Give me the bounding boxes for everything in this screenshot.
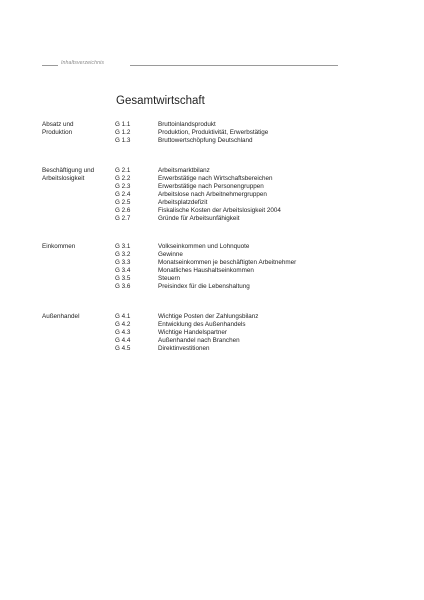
toc-entry-title: Arbeitsmarktbilanz xyxy=(158,167,210,174)
toc-entry[interactable] xyxy=(115,275,296,283)
header-label: Inhaltsverzeichnis xyxy=(61,60,105,66)
toc-entries xyxy=(115,121,268,145)
toc-entry[interactable] xyxy=(115,167,281,175)
section-category xyxy=(42,167,112,183)
toc-entry-title: Entwicklung des Außenhandels xyxy=(158,321,246,328)
toc-entry-code: G 4.5 xyxy=(115,345,131,352)
page-title: Gesamtwirtschaft xyxy=(116,95,205,107)
toc-entry[interactable] xyxy=(115,215,281,223)
toc-entry[interactable] xyxy=(115,283,296,291)
toc-entry-code: G 2.3 xyxy=(115,183,131,190)
section-category xyxy=(42,243,112,251)
toc-entry-code: G 1.3 xyxy=(115,137,131,144)
toc-entries xyxy=(115,243,296,291)
toc-entry-code: G 2.6 xyxy=(115,207,131,214)
section-category-line: Arbeitslosigkeit xyxy=(42,175,85,182)
toc-entry[interactable] xyxy=(115,337,258,345)
toc-entry-title: Preisindex für die Lebenshaltung xyxy=(158,283,250,290)
toc-entry-title: Arbeitslose nach Arbeitnehmergruppen xyxy=(158,191,267,198)
toc-entry[interactable] xyxy=(115,329,258,337)
toc-entry-code: G 2.7 xyxy=(115,215,131,222)
toc-entry-code: G 1.2 xyxy=(115,129,131,136)
running-header xyxy=(42,60,338,70)
section-category-line: Beschäftigung und xyxy=(42,167,95,174)
toc-entry-title: Volkseinkommen und Lohnquote xyxy=(158,243,250,250)
section-category-line: Außenhandel xyxy=(42,313,80,320)
toc-entry-title: Fiskalische Kosten der Arbeitslosigkeit 2004 xyxy=(158,207,281,214)
toc-entry-title: Gewinne xyxy=(158,251,183,258)
toc-entry-code: G 2.2 xyxy=(115,175,131,182)
toc-entry-code: G 4.1 xyxy=(115,313,131,320)
toc-entry-code: G 2.5 xyxy=(115,199,131,206)
toc-entry-code: G 3.5 xyxy=(115,275,131,282)
toc-entry-title: Außenhandel nach Branchen xyxy=(158,337,240,344)
toc-entry-code: G 4.4 xyxy=(115,337,131,344)
toc-entry-title: Bruttowertschöpfung Deutschland xyxy=(158,137,253,144)
toc-entry-code: G 3.4 xyxy=(115,267,131,274)
toc-entry-title: Produktion, Produktivität, Erwerbstätige xyxy=(158,129,269,136)
toc-entry[interactable] xyxy=(115,191,281,199)
section-category-line: Produktion xyxy=(42,129,73,136)
toc-entry-code: G 4.3 xyxy=(115,329,131,336)
toc-entry[interactable] xyxy=(115,129,268,137)
section-category xyxy=(42,313,112,321)
toc-entry-title: Erwerbstätige nach Wirtschaftsbereichen xyxy=(158,175,273,182)
toc-entry[interactable] xyxy=(115,175,281,183)
toc-entry-title: Wichtige Posten der Zahlungsbilanz xyxy=(158,313,259,320)
section-category-line: Absatz und xyxy=(42,121,74,128)
toc-entry[interactable] xyxy=(115,243,296,251)
section-category xyxy=(42,121,112,137)
toc-entry[interactable] xyxy=(115,259,296,267)
toc-entry[interactable] xyxy=(115,207,281,215)
toc-entry-code: G 3.2 xyxy=(115,251,131,258)
toc-entry-code: G 2.1 xyxy=(115,167,131,174)
toc-entry[interactable] xyxy=(115,251,296,259)
toc-entry-title: Gründe für Arbeitsunfähigkeit xyxy=(158,215,240,222)
toc-entry-title: Bruttoinlandsprodukt xyxy=(158,121,216,128)
header-rule-left xyxy=(42,65,58,66)
toc-entry[interactable] xyxy=(115,313,258,321)
toc-entry-title: Wichtige Handelspartner xyxy=(158,329,227,336)
toc-entry[interactable] xyxy=(115,267,296,275)
toc-entry-title: Steuern xyxy=(158,275,181,282)
toc-entry[interactable] xyxy=(115,121,268,129)
section-category-line: Einkommen xyxy=(42,243,76,250)
header-rule-right xyxy=(130,65,338,66)
toc-entry-code: G 2.4 xyxy=(115,191,131,198)
toc-entry[interactable] xyxy=(115,137,268,145)
toc-entry[interactable] xyxy=(115,199,281,207)
toc-entry-code: G 3.6 xyxy=(115,283,131,290)
toc-entry[interactable] xyxy=(115,345,258,353)
toc-entry-title: Monatseinkommen je beschäftigten Arbeitnehmer xyxy=(158,259,297,266)
toc-entry-title: Direktinvestitionen xyxy=(158,345,210,352)
toc-entry-code: G 3.1 xyxy=(115,243,131,250)
toc-entry-title: Erwerbstätige nach Personengruppen xyxy=(158,183,264,190)
toc-entries xyxy=(115,313,258,353)
toc-entry-code: G 4.2 xyxy=(115,321,131,328)
toc-entry-code: G 1.1 xyxy=(115,121,131,128)
toc-entries xyxy=(115,167,281,223)
toc-entry-code: G 3.3 xyxy=(115,259,131,266)
toc-entry[interactable] xyxy=(115,321,258,329)
toc-entry-title: Monatliches Haushaltseinkommen xyxy=(158,267,254,274)
toc-entry[interactable] xyxy=(115,183,281,191)
toc-entry-title: Arbeitsplatzdefizit xyxy=(158,199,208,206)
